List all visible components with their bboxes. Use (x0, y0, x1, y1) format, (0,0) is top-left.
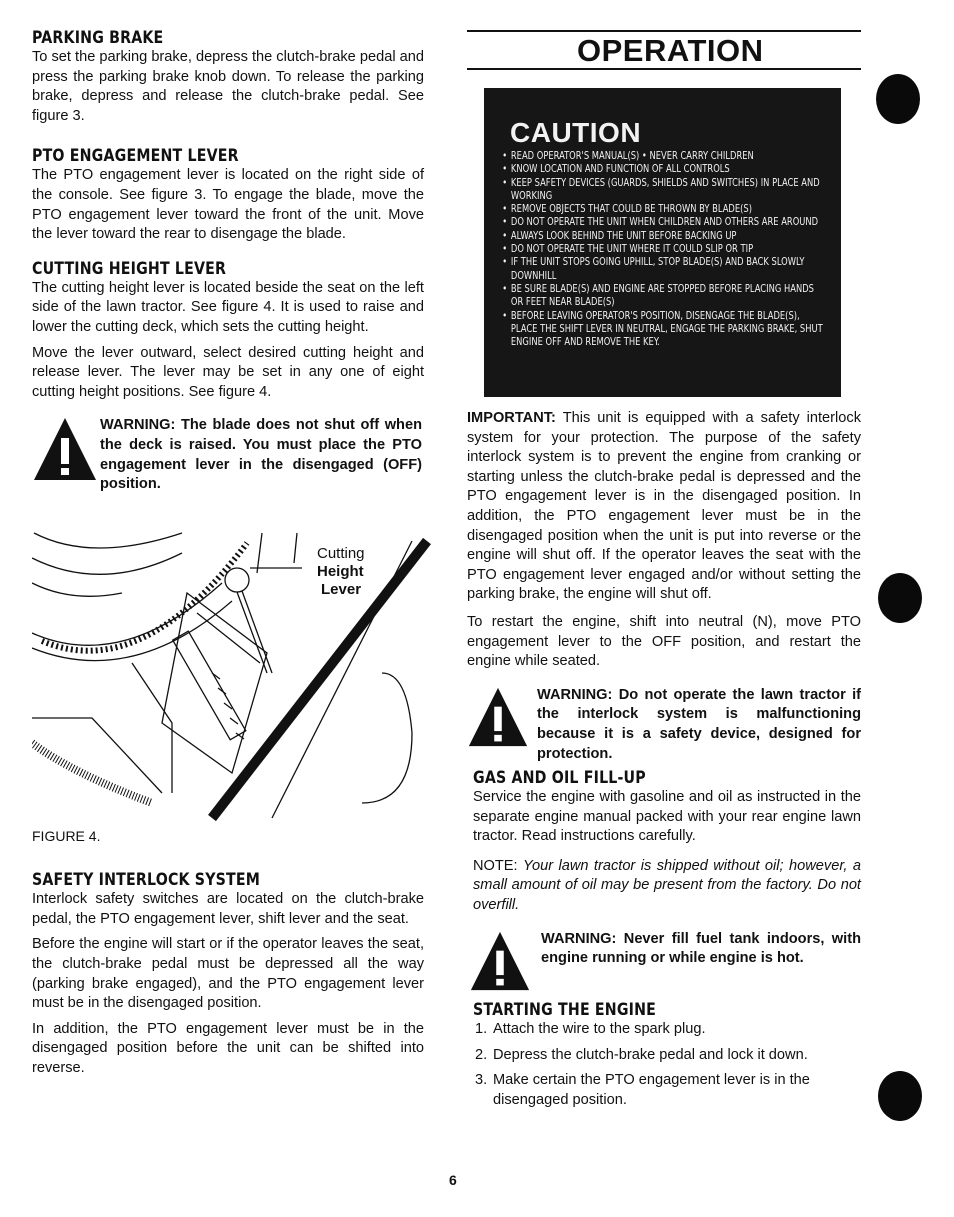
caution-box (484, 88, 841, 397)
warning-fuel-text: WARNING: Never fill fuel tank indoors, with engine running or while engine is hot. (541, 930, 861, 967)
caution-list (504, 149, 829, 348)
caution-item: • IF THE UNIT STOPS GOING UPHILL, STOP BLADE(S) AND BACK SLOWLY DOWNHILL (504, 255, 828, 282)
step-item (473, 1071, 861, 1110)
cutting-height-body-2: Move the lever outward, select desired cutting height and release lever. The lever may be set in any one of eight cutting height positions. See figure 4. (32, 344, 424, 400)
callout-line-3: Lever (321, 580, 362, 598)
starting-steps (473, 1020, 861, 1110)
cutting-height-section (32, 259, 424, 403)
caution-item: • KEEP SAFETY DEVICES (GUARDS, SHIELDS AND SWITCHES) IN PLACE AND WORKING (504, 176, 828, 203)
warning-deck (32, 416, 424, 494)
gas-oil-section (467, 768, 861, 916)
gas-oil-body: Service the engine with gasoline and oil as instructed in the separate engine manual packed with your rear engine lawn tractor. Read instructions carefully. (473, 789, 861, 845)
starting-engine-section (467, 1000, 861, 1110)
binder-hole-bottom (878, 1071, 922, 1121)
safety-interlock-section (32, 870, 424, 1078)
callout-line-1: Cutting (317, 544, 365, 562)
caution-item: • REMOVE OBJECTS THAT COULD BE THROWN BY BLADE(S) (504, 202, 828, 215)
pto-lever-body: The PTO engagement lever is located on the right side of the console. See figure 3. To engage the blade, move the PTO engagement lever toward the front of the unit. Move the lever toward the rear to disengage the blade. (32, 167, 424, 243)
step-text: Attach the wire to the spark plug. (493, 1021, 706, 1038)
pto-lever-section (32, 146, 424, 244)
warning-deck-text: WARNING: The blade does not shut off when the deck is raised. You must place the PTO engagement lever in the disengaged (OFF) position. (100, 417, 422, 493)
caution-item: • BEFORE LEAVING OPERATOR'S POSITION, DISENGAGE THE BLADE(S), PLACE THE SHIFT LEVER IN NEUTRAL, ENGAGE THE PARKING BRAKE, SHUT ENGINE OFF AND REMOVE THE KEY. (504, 309, 828, 349)
caution-item: • READ OPERATOR'S MANUAL(S) • NEVER CARRY CHILDREN (504, 149, 828, 162)
page-number: 6 (449, 1172, 457, 1188)
warning-triangle-icon (467, 686, 529, 755)
right-column (467, 30, 861, 1117)
warning-interlock (467, 686, 861, 764)
caution-item: • ALWAYS LOOK BEHIND THE UNIT BEFORE BACKING UP (504, 229, 828, 242)
step-item (473, 1046, 861, 1066)
step-text: Make certain the PTO engagement lever is in the disengaged position. (493, 1072, 810, 1109)
figure-caption: FIGURE 4. (32, 827, 101, 844)
note-paragraph (473, 857, 861, 916)
step-item (473, 1020, 861, 1040)
safety-interlock-body-2: Before the engine will start or if the operator leaves the seat, the clutch-brake pedal must be depressed all the way (parking brake engaged), and the PTO engagement lever must be in the disengaged position. (32, 936, 424, 1012)
caution-item: • DO NOT OPERATE THE UNIT WHEN CHILDREN AND OTHERS ARE AROUND (504, 215, 828, 228)
caution-item: • KNOW LOCATION AND FUNCTION OF ALL CONTROLS (504, 162, 828, 175)
step-text: Depress the clutch-brake pedal and lock it down. (493, 1046, 808, 1063)
important-text: This unit is equipped with a safety interlock system for your protection. The purpose of the safety interlock system is to prevent the engine from cranking or starting unless the clutch-brake pedal is depressed and the PTO engagement lever is in the disengaged position. In addition, the PTO engagement lever must be in the disengaged position when the unit is put into reverse or the engine will shut off. If the operator leaves the seat with the PTO engagement lever engaged and/or without setting the parking brake, the engine will shut off. (467, 410, 861, 603)
safety-interlock-body-1: Interlock safety switches are located on the clutch-brake pedal, the PTO engagement lever, shift lever and the seat. (32, 891, 424, 927)
callout-line-2: Height (317, 562, 364, 580)
caution-item: • DO NOT OPERATE THE UNIT WHERE IT COULD SLIP OR TIP (504, 242, 828, 255)
gas-oil-heading: GAS AND OIL FILL-UP (473, 768, 646, 788)
parking-brake-heading: PARKING BRAKE (32, 28, 164, 47)
warning-interlock-text: WARNING: Do not operate the lawn tractor if the interlock system is malfunctioning because it is a safety device, designed for protection. (537, 686, 861, 762)
figure-4 (32, 523, 432, 823)
cutting-height-lever-illustration (32, 523, 432, 823)
parking-brake-section (32, 28, 424, 126)
safety-interlock-body-3: In addition, the PTO engagement lever must be in the disengaged position before the unit can be shifted into reverse. (32, 1020, 424, 1077)
warning-triangle-icon (32, 416, 98, 489)
parking-brake-body: To set the parking brake, depress the clutch-brake pedal and press the parking brake knob down. To release the parking brake, depress and release the clutch-brake pedal. See figure 3. (32, 49, 424, 124)
caution-title: CAUTION (510, 117, 642, 148)
binder-hole-middle (878, 573, 922, 623)
restart-paragraph: To restart the engine, shift into neutral (N), move PTO engagement lever to the OFF position, and restart the engine while seated. (467, 613, 861, 670)
important-paragraph (467, 409, 861, 605)
starting-engine-heading: STARTING THE ENGINE (473, 1000, 657, 1020)
important-label: IMPORTANT: (467, 410, 556, 426)
binder-hole-top (876, 74, 920, 124)
page-title: OPERATION (577, 33, 764, 68)
warning-triangle-icon (469, 930, 531, 999)
left-column (32, 28, 424, 1079)
cutting-height-body-1: The cutting height lever is located beside the seat on the left side of the lawn tractor. See figure 4. It is used to raise and lower the cutting deck, which sets the cutting height. (32, 279, 424, 335)
step-number: 3. (475, 1072, 488, 1089)
warning-fuel (467, 930, 861, 999)
figure-callout (317, 545, 365, 599)
pto-lever-heading: PTO ENGAGEMENT LEVER (32, 146, 239, 166)
caution-item: • BE SURE BLADE(S) AND ENGINE ARE STOPPED BEFORE PLACING HANDS OR FEET NEAR BLADE(S) (504, 282, 828, 309)
step-number: 2. (475, 1046, 488, 1063)
safety-interlock-heading: SAFETY INTERLOCK SYSTEM (32, 870, 261, 890)
operation-header (467, 30, 861, 70)
step-number: 1. (475, 1021, 488, 1038)
note-text: Your lawn tractor is shipped without oil; however, a small amount of oil may be present from the factory. Do not overfill. (473, 857, 861, 914)
note-label: NOTE: (473, 857, 518, 874)
cutting-height-heading: CUTTING HEIGHT LEVER (32, 258, 227, 278)
